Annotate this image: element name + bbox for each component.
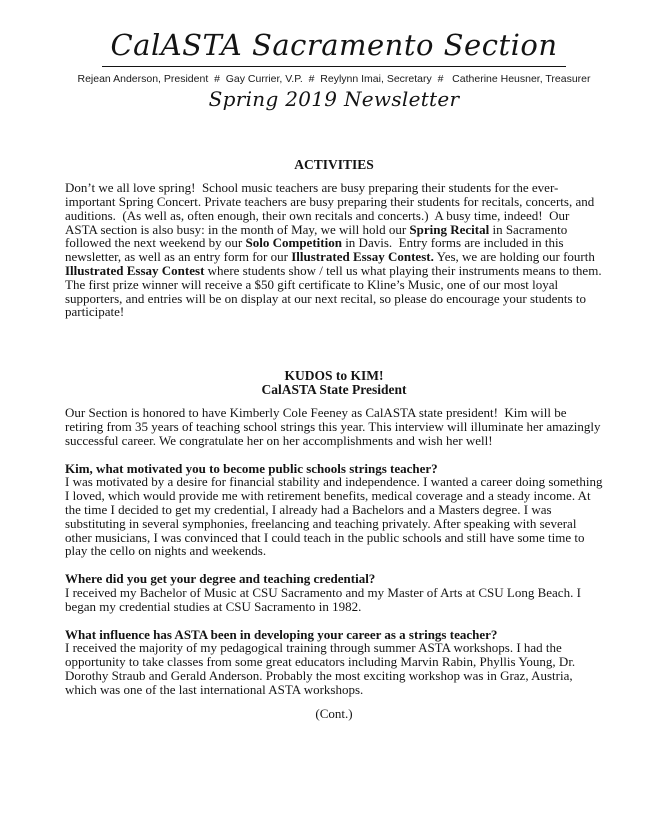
continuation-note: (Cont.) bbox=[315, 705, 353, 721]
interview-question: What influence has ASTA been in developing your career as a strings teacher? bbox=[65, 626, 498, 642]
activities-paragraph: Don’t we all love spring! School music teachers are busy preparing their students for the ever-important Spring Concert. Private teachers are busy preparing their students for recitals, concerts, and auditions. (As well as, often enough, their own recitals and concerts.) A busy time, indeed! Our ASTA section is also busy: in the month of May, we will hold our Spring Recital in Sacramento followed the next weekend by our Solo Competition in Davis. Entry forms are included in this newsletter, as well as an entry form for our Illustrated Essay Contest. Yes, we are holding our fourth Illustrated Essay Contest where students show / tell us what playing their instruments means to them. The first prize winner will receive a $50 gift certificate to Kline’s Music, one of our most loyal supporters, and entries will be on display at our next recital, so please do encourage your students to participate! bbox=[65, 180, 608, 320]
newsletter-title-row bbox=[65, 27, 603, 67]
qa-block-degree bbox=[65, 572, 603, 613]
interview-answer: I received the majority of my pedagogical training through summer ASTA workshops. I had the opportunity to take classes from some great educators including Marvin Rabin, Phyllis Young, Dr. Dorothy Straub and Gerald Anderson. Probably the most exciting workshop was in Graz, Austria, which was one of the last international ASTA workshops. bbox=[65, 640, 579, 697]
interview-question: Kim, what motivated you to become public schools strings teacher? bbox=[65, 460, 438, 476]
newsletter-header bbox=[65, 27, 603, 111]
qa-block-asta-influence bbox=[65, 628, 603, 697]
newsletter-title: CalASTA Sacramento Section bbox=[102, 27, 565, 67]
activities-heading: ACTIVITIES bbox=[294, 157, 374, 173]
kudos-subheading: CalASTA State President bbox=[261, 382, 407, 398]
kudos-intro-paragraph: Our Section is honored to have Kimberly Cole Feeney as CalASTA state president! Kim will be retiring from 35 years of teaching school strings this year. This interview will illuminate her amazingly successful career. We congratulate her on her accomplishments and wish her well! bbox=[65, 405, 604, 448]
interview-question: Where did you get your degree and teaching credential? bbox=[65, 571, 376, 587]
newsletter-subtitle: Spring 2019 Newsletter bbox=[208, 87, 460, 112]
interview-answer: I received my Bachelor of Music at CSU Sacramento and my Master of Arts at CSU Long Beach. I began my credential studies at CSU Sacramento in 1982. bbox=[65, 584, 585, 614]
section-activities bbox=[65, 157, 608, 320]
section-kudos bbox=[65, 368, 606, 697]
kudos-heading-block bbox=[65, 369, 603, 397]
officers-line: Rejean Anderson, President # Gay Currier, V.P. # Reylynn Imai, Secretary # Catherine Heusner, Treasurer bbox=[77, 73, 591, 86]
kudos-heading: KUDOS to KIM! bbox=[284, 368, 384, 384]
interview-answer: I was motivated by a desire for financial stability and independence. I wanted a career doing something I loved, which would provide me with retirement benefits, medical coverage and a steady income. At the time I decided to get my credential, I already had a Bachelors and a Masters degree. I was substituting in several symphonies, freelancing and teaching privately. After speaking with several other musicians, I was convinced that I could teach in the public schools and still have some time to play the cello on nights and weekends. bbox=[65, 474, 606, 559]
qa-block-motivation bbox=[65, 460, 606, 559]
